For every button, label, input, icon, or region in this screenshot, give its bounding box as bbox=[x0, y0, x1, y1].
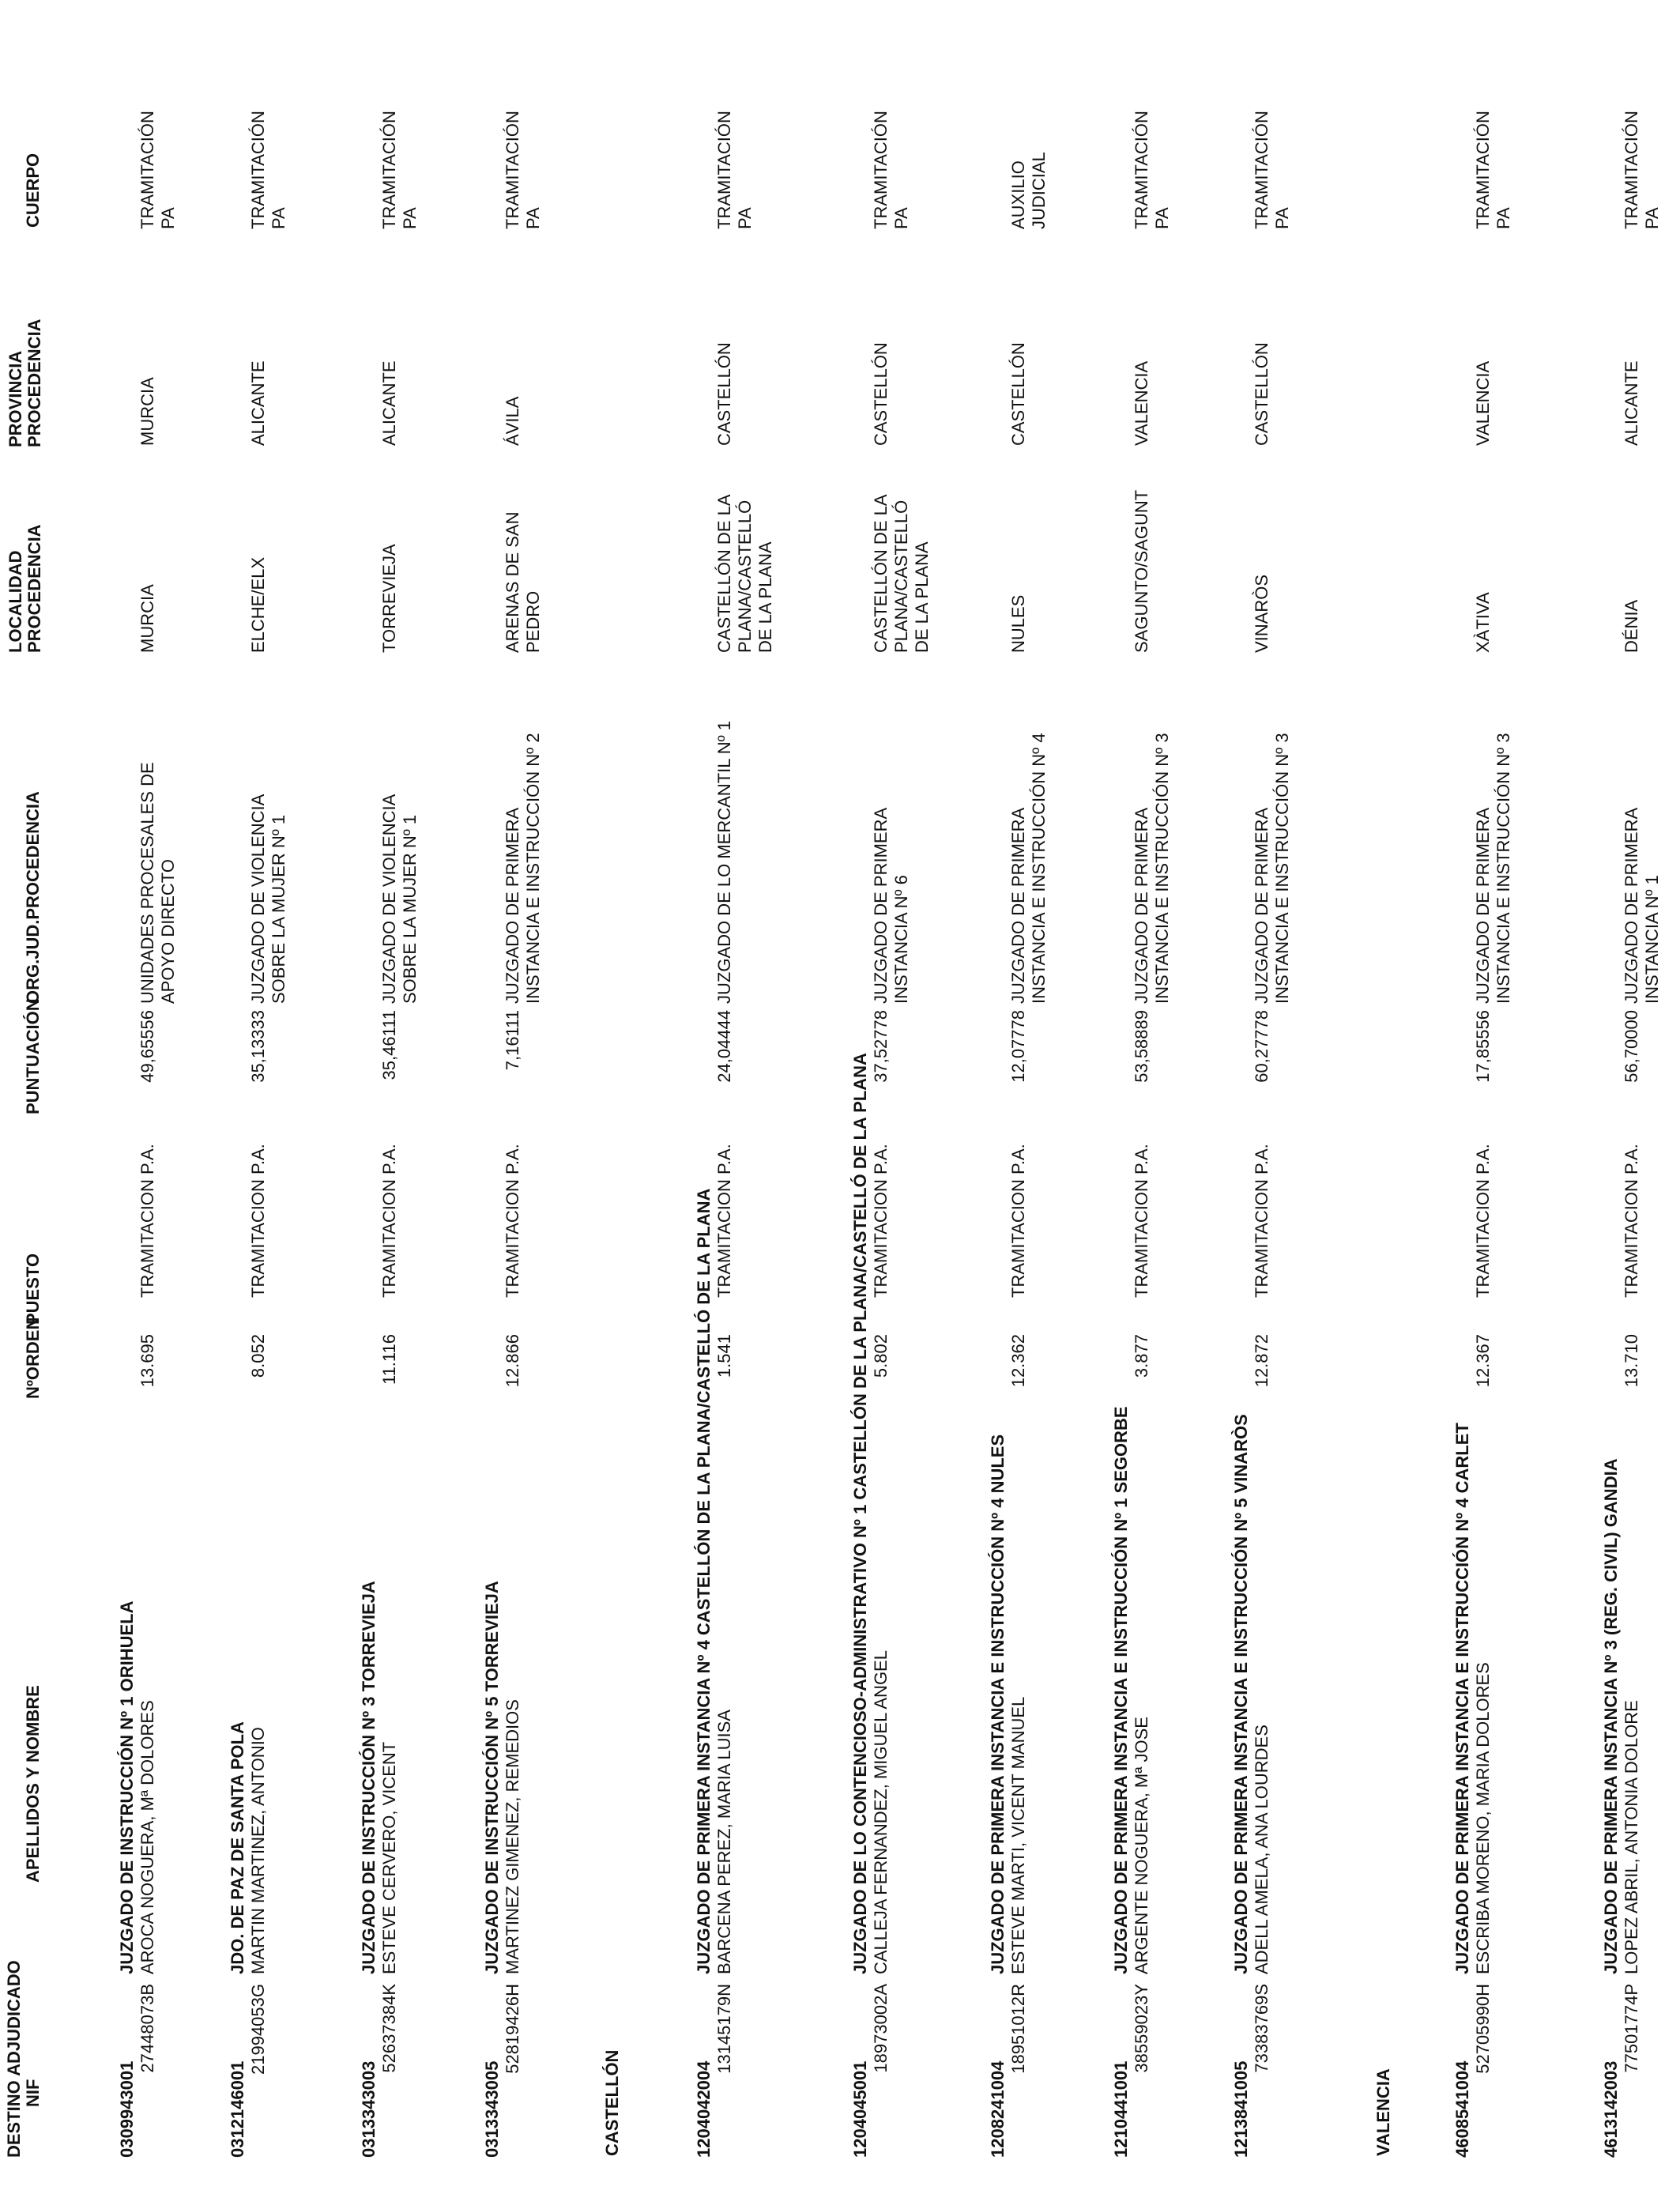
puntuacion-cell: 12,07778 bbox=[1008, 1010, 1028, 1083]
destino-code: 1213841005 bbox=[1231, 2060, 1251, 2158]
destino-code: 0313343005 bbox=[482, 2060, 502, 2158]
destino-code: 1210441001 bbox=[1111, 2060, 1131, 2158]
puntuacion-cell: 35,13333 bbox=[248, 1010, 268, 1083]
cuerpo-cell: TRAMITACIÓN PA bbox=[871, 111, 911, 229]
orden-cell: 13.710 bbox=[1622, 1334, 1641, 1388]
puesto-cell: TRAMITACION P.A. bbox=[1132, 1144, 1151, 1298]
name-cell: AROCA NOGUERA, Mª DOLORES bbox=[137, 1700, 157, 1974]
orden-cell: 5.802 bbox=[871, 1334, 891, 1378]
nif-cell: 38559023Y bbox=[1132, 1984, 1151, 2073]
org-procedencia-cell: JUZGADO DE VIOLENCIA SOBRE LA MUJER Nº 1 bbox=[379, 794, 420, 1004]
provincia-cell: MURCIA bbox=[137, 377, 157, 446]
header-puntuacion: PUNTUACIÓN bbox=[23, 998, 43, 1114]
cuerpo-cell: TRAMITACIÓN PA bbox=[714, 111, 755, 229]
cuerpo-cell: TRAMITACIÓN PA bbox=[1622, 111, 1662, 229]
org-procedencia-cell: JUZGADO DE PRIMERA INSTANCIA E INSTRUCCIÓN Nº 2 bbox=[503, 733, 543, 1004]
orden-cell: 1.541 bbox=[714, 1334, 734, 1378]
destino-name: JUZGADO DE PRIMERA INSTANCIA E INSTRUCCIÓN Nº 4 NULES bbox=[988, 1434, 1008, 1974]
destino-code: 4613142003 bbox=[1601, 2060, 1621, 2158]
destino-name: JUZGADO DE INSTRUCCIÓN Nº 5 TORREVIEJA bbox=[482, 1581, 502, 1974]
name-cell: ESCRIBA MORENO, MARIA DOLORES bbox=[1473, 1662, 1493, 1974]
cuerpo-cell: TRAMITACIÓN PA bbox=[1132, 111, 1172, 229]
puntuacion-cell: 35,46111 bbox=[379, 1010, 399, 1080]
destino-code: 1204042004 bbox=[694, 2060, 714, 2158]
nif-cell: 52637384K bbox=[379, 1984, 399, 2073]
destino-code: 1208241004 bbox=[988, 2060, 1008, 2158]
orden-cell: 12.872 bbox=[1252, 1334, 1271, 1388]
org-procedencia-cell: UNIDADES PROCESALES DE APOYO DIRECTO bbox=[137, 762, 178, 1004]
org-procedencia-cell: JUZGADO DE PRIMERA INSTANCIA E INSTRUCCIÓN Nº 3 bbox=[1252, 733, 1292, 1004]
localidad-cell: CASTELLÓN DE LA PLANA/CASTELLÓ DE LA PLANA bbox=[871, 494, 932, 653]
orden-cell: 13.695 bbox=[137, 1334, 157, 1388]
destino-name: JUZGADO DE LO CONTENCIOSO-ADMINISTRATIVO Nº 1 CASTELLÓN DE LA PLANA/CASTELLÓ DE LA PLANA bbox=[850, 1053, 870, 1974]
puntuacion-cell: 24,04444 bbox=[714, 1010, 734, 1083]
puesto-cell: TRAMITACION P.A. bbox=[1252, 1144, 1271, 1298]
destino-code: 0309943001 bbox=[117, 2060, 137, 2158]
org-procedencia-cell: JUZGADO DE PRIMERA INSTANCIA E INSTRUCCIÓN Nº 3 bbox=[1473, 733, 1513, 1004]
name-cell: ARGENTE NOGUERA, Mª JOSE bbox=[1132, 1717, 1151, 1974]
puesto-cell: TRAMITACION P.A. bbox=[1473, 1144, 1493, 1298]
name-cell: LOPEZ ABRIL, ANTONIA DOLORE bbox=[1622, 1700, 1641, 1974]
header-cuerpo: CUERPO bbox=[23, 153, 43, 228]
name-cell: ESTEVE MARTI, VICENT MANUEL bbox=[1008, 1696, 1028, 1974]
destino-name: JUZGADO DE INSTRUCCIÓN Nº 1 ORIHUELA bbox=[117, 1600, 137, 1974]
puesto-cell: TRAMITACION P.A. bbox=[714, 1144, 734, 1298]
puntuacion-cell: 60,27778 bbox=[1252, 1010, 1271, 1083]
puesto-cell: TRAMITACION P.A. bbox=[503, 1144, 522, 1298]
provincia-cell: ÁVILA bbox=[503, 396, 522, 446]
orden-cell: 11.116 bbox=[379, 1334, 399, 1385]
destino-code: 0313343003 bbox=[359, 2060, 379, 2158]
puntuacion-cell: 53,58889 bbox=[1132, 1010, 1151, 1083]
cuerpo-cell: TRAMITACIÓN PA bbox=[503, 111, 543, 229]
localidad-cell: DÉNIA bbox=[1622, 599, 1641, 653]
puesto-cell: TRAMITACION P.A. bbox=[248, 1144, 268, 1298]
region-castellon: CASTELLÓN bbox=[602, 2049, 622, 2156]
puesto-cell: TRAMITACION P.A. bbox=[137, 1144, 157, 1298]
name-cell: CALLEJA FERNANDEZ, MIGUEL ANGEL bbox=[871, 1650, 891, 1974]
orden-cell: 3.877 bbox=[1132, 1334, 1151, 1378]
provincia-cell: CASTELLÓN bbox=[1008, 342, 1028, 446]
provincia-cell: VALENCIA bbox=[1132, 360, 1151, 446]
header-nif: NIF bbox=[23, 2079, 43, 2107]
header-norden: NºORDEN bbox=[23, 1317, 43, 1399]
localidad-cell: NULES bbox=[1008, 594, 1028, 653]
cuerpo-cell: TRAMITACIÓN PA bbox=[137, 111, 178, 229]
localidad-cell: ELCHE/ELX bbox=[248, 556, 268, 653]
localidad-cell: TORREVIEJA bbox=[379, 544, 399, 653]
org-procedencia-cell: JUZGADO DE VIOLENCIA SOBRE LA MUJER Nº 1 bbox=[248, 794, 288, 1004]
header-puesto: PUESTO bbox=[23, 1253, 43, 1325]
orden-cell: 12.367 bbox=[1473, 1334, 1493, 1388]
localidad-cell: CASTELLÓN DE LA PLANA/CASTELLÓ DE LA PLANA bbox=[714, 494, 775, 653]
localidad-cell: SAGUNTO/SAGUNT bbox=[1132, 489, 1151, 653]
orden-cell: 12.866 bbox=[503, 1334, 522, 1388]
destino-name: JUZGADO DE PRIMERA INSTANCIA Nº 4 CASTELLÓN DE LA PLANA/CASTELLÓ DE LA PLANA bbox=[694, 1188, 714, 1974]
provincia-cell: VALENCIA bbox=[1473, 360, 1493, 446]
nif-cell: 77501774P bbox=[1622, 1984, 1641, 2073]
puntuacion-cell: 49,65556 bbox=[137, 1010, 157, 1083]
name-cell: ADELL AMELA, ANA LOURDES bbox=[1252, 1725, 1271, 1974]
org-procedencia-cell: JUZGADO DE PRIMERA INSTANCIA E INSTRUCCIÓN Nº 3 bbox=[1132, 733, 1172, 1004]
orden-cell: 12.362 bbox=[1008, 1334, 1028, 1388]
localidad-cell: ARENAS DE SAN PEDRO bbox=[503, 511, 543, 653]
name-cell: MARTINEZ GIMENEZ, REMEDIOS bbox=[503, 1699, 522, 1974]
cuerpo-cell: AUXILIO JUDICIAL bbox=[1008, 152, 1049, 229]
org-procedencia-cell: JUZGADO DE LO MERCANTIL Nº 1 bbox=[714, 720, 734, 1004]
localidad-cell: MURCIA bbox=[137, 584, 157, 653]
localidad-cell: XÀTIVA bbox=[1473, 592, 1493, 653]
cuerpo-cell: TRAMITACIÓN PA bbox=[248, 111, 288, 229]
org-procedencia-cell: JUZGADO DE PRIMERA INSTANCIA E INSTRUCCIÓN Nº 4 bbox=[1008, 733, 1049, 1004]
cuerpo-cell: TRAMITACIÓN PA bbox=[1252, 111, 1292, 229]
localidad-cell: VINARÒS bbox=[1252, 574, 1271, 653]
puesto-cell: TRAMITACION P.A. bbox=[871, 1144, 891, 1298]
nif-cell: 21994053G bbox=[248, 1984, 268, 2075]
provincia-cell: CASTELLÓN bbox=[871, 342, 891, 446]
puesto-cell: TRAMITACION P.A. bbox=[379, 1144, 399, 1298]
destino-code: 4608541004 bbox=[1452, 2060, 1472, 2158]
provincia-cell: ALICANTE bbox=[248, 360, 268, 446]
puntuacion-cell: 56,70000 bbox=[1622, 1010, 1641, 1083]
nif-cell: 13145179N bbox=[714, 1984, 734, 2074]
destino-code: 0312146001 bbox=[228, 2060, 247, 2158]
provincia-cell: ALICANTE bbox=[1622, 360, 1641, 446]
nif-cell: 52705990H bbox=[1473, 1984, 1493, 2074]
puesto-cell: TRAMITACION P.A. bbox=[1622, 1144, 1641, 1298]
destino-code: 1204045001 bbox=[850, 2060, 870, 2158]
region-valencia: VALENCIA bbox=[1373, 2068, 1393, 2156]
destino-name: JUZGADO DE INSTRUCCIÓN Nº 3 TORREVIEJA bbox=[359, 1581, 379, 1974]
nif-cell: 18951012R bbox=[1008, 1984, 1028, 2074]
provincia-cell: CASTELLÓN bbox=[1252, 342, 1271, 446]
header-provincia: PROVINCIA PROCEDENCIA bbox=[6, 319, 44, 447]
header-org: ORG.JUD.PROCEDENCIA bbox=[23, 791, 43, 1004]
header-destino: DESTINO ADJUDICADO bbox=[4, 1960, 24, 2158]
org-procedencia-cell: JUZGADO DE PRIMERA INSTANCIA Nº 6 bbox=[871, 807, 911, 1004]
puntuacion-cell: 7,16111 bbox=[503, 1010, 522, 1071]
orden-cell: 8.052 bbox=[248, 1334, 268, 1378]
puesto-cell: TRAMITACION P.A. bbox=[1008, 1144, 1028, 1298]
puntuacion-cell: 17,85556 bbox=[1473, 1010, 1493, 1083]
destino-name: JUZGADO DE PRIMERA INSTANCIA E INSTRUCCIÓN Nº 4 CARLET bbox=[1452, 1423, 1472, 1974]
header-apellidos: APELLIDOS Y NOMBRE bbox=[23, 1685, 43, 1883]
org-procedencia-cell: JUZGADO DE PRIMERA INSTANCIA Nº 1 bbox=[1622, 807, 1662, 1004]
provincia-cell: CASTELLÓN bbox=[714, 342, 734, 446]
cuerpo-cell: TRAMITACIÓN PA bbox=[1473, 111, 1513, 229]
puntuacion-cell: 37,52778 bbox=[871, 1010, 891, 1083]
destino-name: JUZGADO DE PRIMERA INSTANCIA Nº 3 (REG. CIVIL) GANDIA bbox=[1601, 1458, 1621, 1974]
nif-cell: 52819426H bbox=[503, 1984, 522, 2074]
name-cell: BARCENA PEREZ, MARIA LUISA bbox=[714, 1710, 734, 1974]
cuerpo-cell: TRAMITACIÓN PA bbox=[379, 111, 420, 229]
nif-cell: 18973002A bbox=[871, 1984, 891, 2073]
destino-name: JUZGADO DE PRIMERA INSTANCIA E INSTRUCCIÓN Nº 1 SEGORBE bbox=[1111, 1406, 1131, 1974]
name-cell: MARTIN MARTINEZ, ANTONIO bbox=[248, 1727, 268, 1974]
header-localidad: LOCALIDAD PROCEDENCIA bbox=[6, 524, 44, 653]
name-cell: ESTEVE CERVERO, VICENT bbox=[379, 1741, 399, 1974]
destino-name: JUZGADO DE PRIMERA INSTANCIA E INSTRUCCIÓN Nº 5 VINARÒS bbox=[1231, 1414, 1251, 1974]
provincia-cell: ALICANTE bbox=[379, 360, 399, 446]
nif-cell: 73383769S bbox=[1252, 1984, 1271, 2073]
destino-name: JDO. DE PAZ DE SANTA POLA bbox=[228, 1721, 247, 1974]
nif-cell: 27448073B bbox=[137, 1984, 157, 2073]
